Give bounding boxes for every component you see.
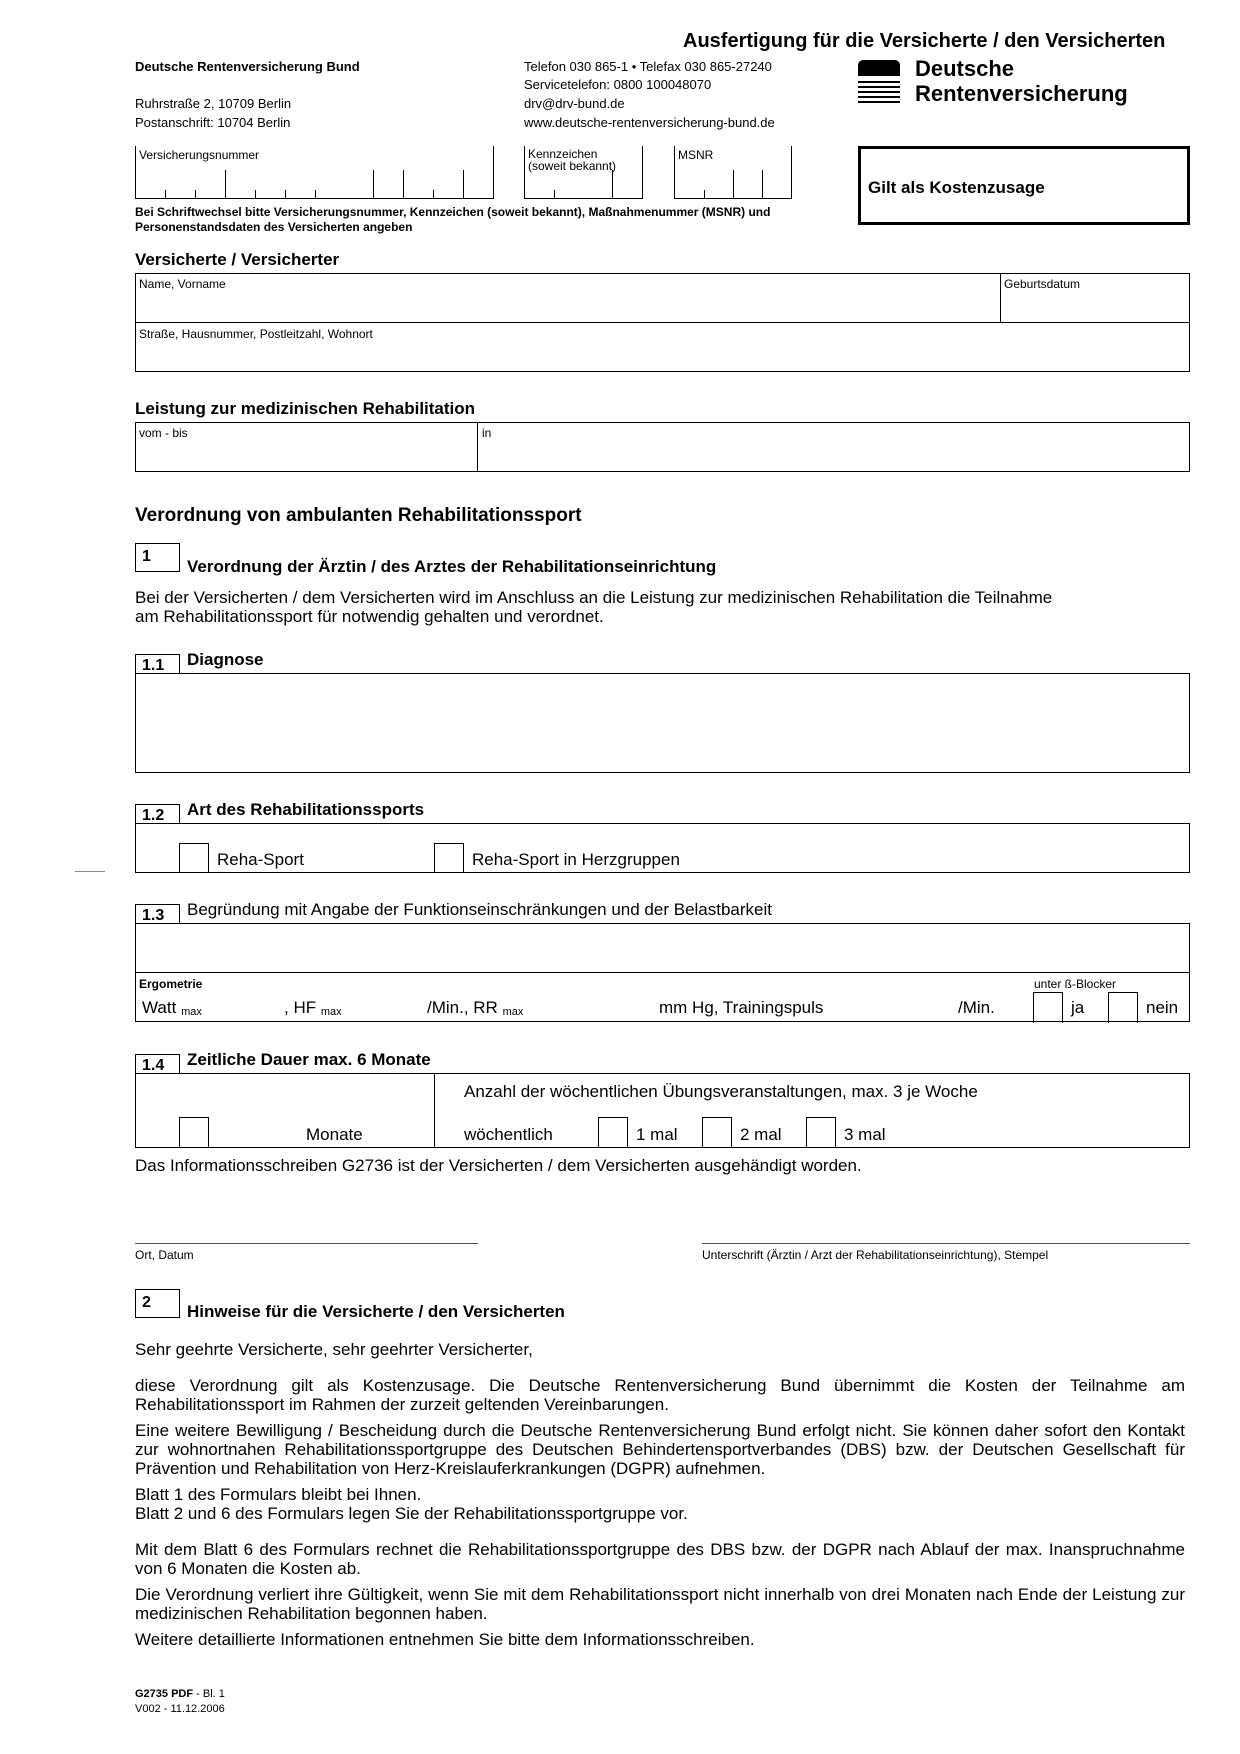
marker-label: Kennzeichen bbox=[528, 147, 598, 161]
from-to-field[interactable] bbox=[136, 440, 476, 470]
justification-field[interactable] bbox=[136, 924, 1188, 971]
rr-label: /Min., RR max bbox=[427, 998, 524, 1018]
hf-field[interactable] bbox=[350, 992, 425, 1018]
note-paragraph-1: diese Verordnung gilt als Kostenzusage. Die Deutsche Rentenversicherung Bund übernimmt die Kosten der Teilnahme am Rehabilitationssport im Rahmen der zurzeit geltenden Vereinbarungen. bbox=[135, 1376, 1185, 1414]
twice-weekly-checkbox[interactable] bbox=[702, 1117, 732, 1148]
section-1-text-line1: Bei der Versicherten / dem Versicherten wird im Anschluss an die Leistung zur medizinischen Rehabilitation die Teilnahme bbox=[135, 588, 1053, 607]
section-1-1-number: 1.1 bbox=[135, 654, 180, 674]
beta-blocker-yes-checkbox[interactable] bbox=[1033, 992, 1063, 1023]
address-line2: Postanschrift: 10704 Berlin bbox=[135, 115, 291, 130]
prescription-heading: Verordnung von ambulanten Rehabilitationssport bbox=[135, 505, 582, 526]
section-1-2-title: Art des Rehabilitationssports bbox=[187, 800, 425, 819]
watt-label: Watt max bbox=[142, 998, 202, 1018]
ergometry-label: Ergometrie bbox=[139, 977, 203, 991]
form-version: V002 - 11.12.2006 bbox=[135, 1703, 225, 1715]
place-date-label: Ort, Datum bbox=[135, 1248, 194, 1262]
insurance-number-label: Versicherungsnummer bbox=[139, 148, 260, 162]
note-paragraph-3-line1: Blatt 1 des Formulars bleibt bei Ihnen. bbox=[135, 1485, 422, 1504]
name-label: Name, Vorname bbox=[139, 277, 226, 291]
section-1-3-title: Begründung mit Angabe der Funktionseinschränkungen und der Belastbarkeit bbox=[187, 900, 772, 919]
section-1-4-number: 1.4 bbox=[135, 1054, 180, 1074]
months-label: Monate bbox=[306, 1125, 363, 1144]
beta-blocker-yes-label: ja bbox=[1071, 998, 1085, 1017]
section-1-3-number: 1.3 bbox=[135, 904, 180, 924]
note-paragraph-5: Die Verordnung verliert ihre Gültigkeit, wenn Sie mit dem Rehabilitationssport nicht innerhalb von drei Monaten nach Ende der Leistung zur medizinischen Rehabilitation begonnen haben. bbox=[135, 1585, 1185, 1623]
note-paragraph-6: Weitere detaillierte Informationen entnehmen Sie bitte dem Informationsschreiben. bbox=[135, 1630, 755, 1649]
thrice-weekly-checkbox[interactable] bbox=[806, 1117, 836, 1148]
beta-blocker-no-checkbox[interactable] bbox=[1108, 992, 1138, 1023]
copy-for-heading: Ausfertigung für die Versicherte / den Versicherten bbox=[683, 30, 1166, 52]
in-label: in bbox=[482, 426, 492, 440]
birthdate-label: Geburtsdatum bbox=[1004, 277, 1081, 291]
form-code: G2735 PDF - Bl. 1 bbox=[135, 1688, 225, 1700]
msnr-label: MSNR bbox=[678, 148, 714, 162]
section-2-title: Hinweise für die Versicherte / den Versicherten bbox=[187, 1302, 565, 1321]
hf-label: , HF max bbox=[284, 998, 342, 1018]
correspondence-note-line2: Personenstandsdaten des Versicherten angeben bbox=[135, 220, 413, 234]
cost-approval-box bbox=[858, 146, 1190, 225]
signature-field[interactable] bbox=[702, 1214, 1190, 1242]
twice-weekly-label: 2 mal bbox=[740, 1125, 782, 1144]
address-field[interactable] bbox=[136, 340, 1188, 370]
section-1-text-line2: am Rehabilitationssport für notwendig gehalten und verordnet. bbox=[135, 607, 604, 626]
months-checkbox[interactable] bbox=[179, 1117, 209, 1148]
training-pulse-field[interactable] bbox=[850, 992, 955, 1018]
correspondence-note-line1: Bei Schriftwechsel bitte Versicherungsnummer, Kennzeichen (soweit bekannt), Maßnahmenummer (MSNR) und bbox=[135, 205, 771, 219]
note-paragraph-3-line2: Blatt 2 und 6 des Formulars legen Sie der Rehabilitationssportgruppe vor. bbox=[135, 1504, 688, 1523]
section-1-4-title: Zeitliche Dauer max. 6 Monate bbox=[187, 1050, 431, 1069]
rr-field[interactable] bbox=[540, 992, 655, 1018]
section-1-title: Verordnung der Ärztin / des Arztes der Rehabilitationseinrichtung bbox=[187, 557, 717, 576]
thrice-weekly-label: 3 mal bbox=[844, 1125, 886, 1144]
note-paragraph-2: Eine weitere Bewilligung / Bescheidung durch die Deutsche Rentenversicherung Bund erfolgt nicht. Sie können daher sofort den Kontakt zur wohnortnahen Rehabilitationssportgruppe des Deutschen Behindertensportverbandes (DBS) bzw. der Deutschen Gesellschaft für Prävention und Rehabilitation von Herz-Kreislauferkrankungen (DGPR) aufnehmen. bbox=[135, 1421, 1185, 1478]
place-date-field[interactable] bbox=[135, 1214, 478, 1242]
note-paragraph-4: Mit dem Blatt 6 des Formulars rechnet die Rehabilitationssportgruppe des DBS bzw. der DGPR nach Ablauf der max. Inanspruchnahme von 6 Monaten die Kosten ab. bbox=[135, 1540, 1185, 1578]
weekly-count-label: Anzahl der wöchentlichen Übungsveranstaltungen, max. 3 je Woche bbox=[464, 1082, 978, 1101]
service-phone: Servicetelefon: 0800 100048070 bbox=[524, 77, 712, 92]
reha-heart-label: Reha-Sport in Herzgruppen bbox=[472, 850, 680, 869]
address-line1: Ruhrstraße 2, 10709 Berlin bbox=[135, 96, 292, 111]
section-1-number: 1 bbox=[135, 543, 180, 572]
once-weekly-checkbox[interactable] bbox=[598, 1117, 628, 1148]
reha-sport-label: Reha-Sport bbox=[217, 850, 304, 869]
watt-field[interactable] bbox=[212, 992, 282, 1018]
drv-logo-icon bbox=[858, 60, 900, 106]
per-min-label: /Min. bbox=[958, 998, 995, 1017]
insured-heading: Versicherte / Versicherter bbox=[135, 250, 340, 269]
diagnosis-field[interactable] bbox=[135, 673, 1190, 773]
phone: Telefon 030 865-1 • Telefax 030 865-27240 bbox=[524, 59, 772, 74]
info-note: Das Informationsschreiben G2736 ist der Versicherten / dem Versicherten ausgehändigt worden. bbox=[135, 1156, 862, 1175]
weekly-label: wöchentlich bbox=[464, 1125, 553, 1144]
reha-sport-checkbox[interactable] bbox=[179, 843, 209, 873]
logo-text-line1: Deutsche bbox=[915, 56, 1015, 81]
address-label: Straße, Hausnummer, Postleitzahl, Wohnort bbox=[139, 327, 373, 341]
salutation: Sehr geehrte Versicherte, sehr geehrter Versicherter, bbox=[135, 1340, 533, 1359]
org-name: Deutsche Rentenversicherung Bund bbox=[135, 59, 360, 74]
facility-field[interactable] bbox=[479, 440, 1188, 470]
section-1-2-number: 1.2 bbox=[135, 804, 180, 824]
section-1-1-title: Diagnose bbox=[187, 650, 264, 669]
cost-approval-text: Gilt als Kostenzusage bbox=[868, 178, 1045, 197]
section-2-number: 2 bbox=[135, 1289, 180, 1318]
reha-heart-checkbox[interactable] bbox=[434, 843, 464, 873]
beta-blocker-label: unter ß-Blocker bbox=[1034, 977, 1117, 991]
signature-label: Unterschrift (Ärztin / Arzt der Rehabilitationseinrichtung), Stempel bbox=[702, 1248, 1049, 1262]
website-link[interactable]: www.deutsche-rentenversicherung-bund.de bbox=[524, 115, 775, 130]
email-link[interactable]: drv@drv-bund.de bbox=[524, 96, 625, 111]
rehab-heading: Leistung zur medizinischen Rehabilitation bbox=[135, 399, 476, 418]
marker-sublabel: (soweit bekannt) bbox=[528, 159, 617, 173]
beta-blocker-no-label: nein bbox=[1146, 998, 1179, 1017]
birthdate-field[interactable] bbox=[1002, 290, 1188, 321]
fold-mark bbox=[75, 871, 105, 872]
from-to-label: vom - bis bbox=[139, 426, 188, 440]
once-weekly-label: 1 mal bbox=[636, 1125, 678, 1144]
logo-text-line2: Rentenversicherung bbox=[915, 81, 1128, 106]
training-pulse-label: mm Hg, Trainingspuls bbox=[659, 998, 824, 1017]
name-field[interactable] bbox=[136, 290, 998, 321]
